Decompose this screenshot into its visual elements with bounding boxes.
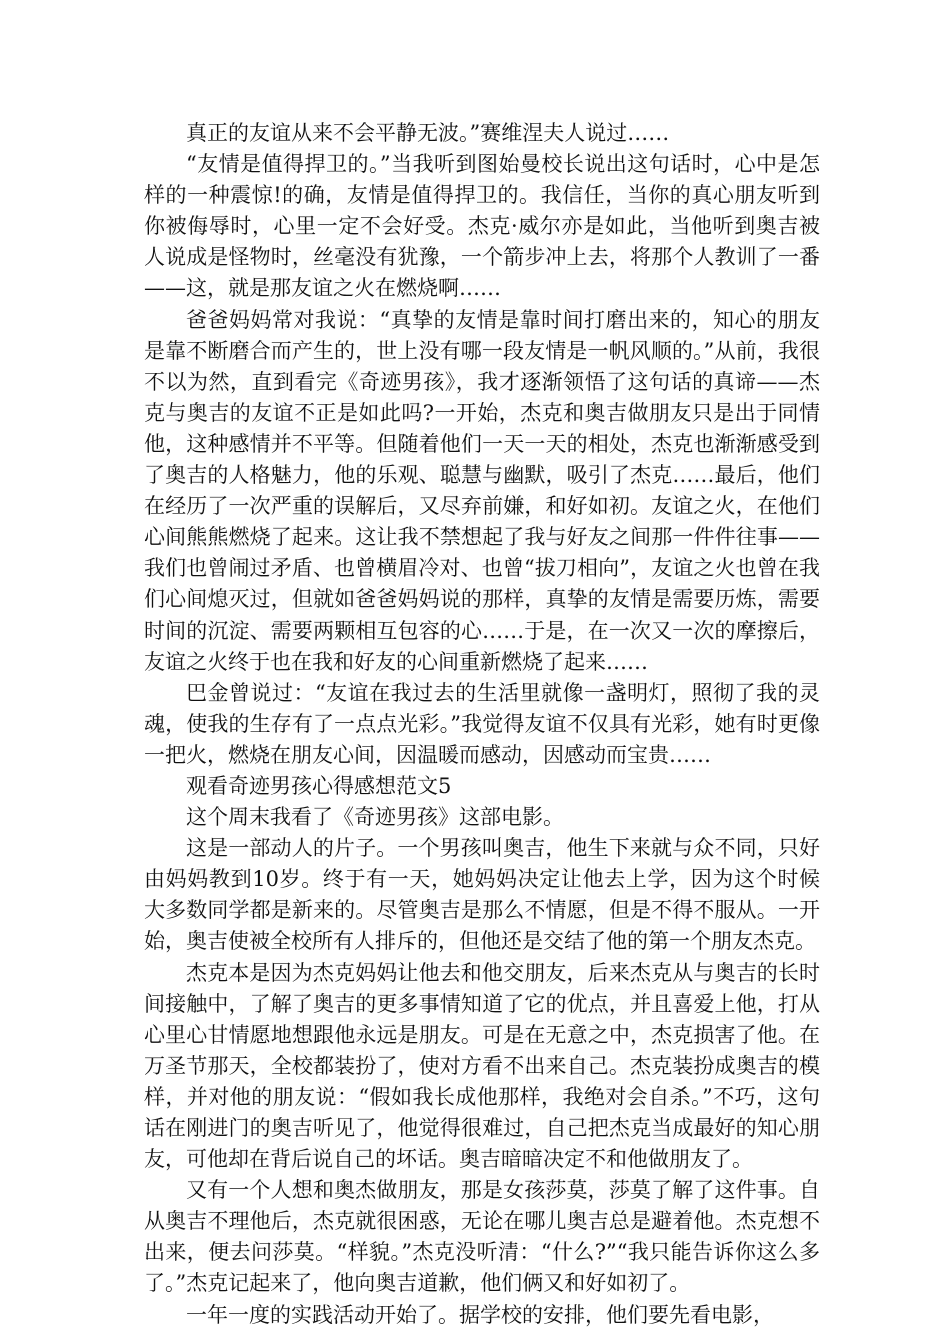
paragraph: 巴金曾说过：“友谊在我过去的生活里就像一盏明灯，照彻了我的灵魂，使我的生存有了一点点光彩。”我觉得友谊不仅具有光彩，她有时更像一把火，燃烧在朋友心间，因温暖而感动，因感动而宝贵…… [144, 680, 820, 767]
paragraph: “友情是值得捍卫的。”当我听到图始曼校长说出这句话时，心中是怎样的一种震惊!的确，友情是值得捍卫的。我信任，当你的真心朋友听到你被侮辱时，心里一定不会好受。杰克·威尔亦是如此，当他听到奥吉被人说成是怪物时，丝毫没有犹豫，一个箭步冲上去，将那个人教训了一番——这，就是那友谊之火在燃烧啊…… [144, 152, 820, 301]
paragraph: 这个周末我看了《奇迹男孩》这部电影。 [186, 805, 564, 830]
paragraph: 真正的友谊从来不会平静无波。”赛维涅夫人说过…… [186, 121, 670, 145]
document-body [144, 118, 820, 1331]
paragraph: 杰克本是因为杰克妈妈让他去和他交朋友，后来杰克从与奥吉的长时间接触中，了解了奥吉的更多事情知道了它的优点，并且喜爱上他，打从心里心甘情愿地想跟他永远是朋友。可是在无意之中，杰克损害了他。在万圣节那天，全校都装扮了，使对方看不出来自己。杰克装扮成奥吉的模样，并对他的朋友说：“假如我长成他那样，我绝对会自杀。”不巧，这句话在刚进门的奥吉听见了，他觉得很难过，自己把杰克当成最好的知心朋友，可他却在背后说自己的坏话。奥吉暗暗决定不和他做朋友了。 [144, 960, 820, 1172]
paragraph: 又有一个人想和奥杰做朋友，那是女孩莎莫，莎莫了解了这件事。自从奥吉不理他后，杰克就很困惑，无论在哪儿奥吉总是避着他。杰克想不出来，便去问莎莫。“样貌。”杰克没听清：“什么?”“我只能告诉你这么多了。”杰克记起来了，他向奥吉道歉，他们俩又和好如初了。 [144, 1178, 820, 1296]
paragraph: 这是一部动人的片子。一个男孩叫奥吉，他生下来就与众不同，只好由妈妈教到10岁。终于有一天，她妈妈决定让他去上学，因为这个时候大多数同学都是新来的。尽管奥吉是那么不情愿，但是不得不服从。一开始，奥吉使被全校所有人排斥的，但他还是交结了他的第一个朋友杰克。 [144, 836, 820, 954]
paragraph: 一年一度的实践活动开始了。据学校的安排，他们要先看电影， [186, 1302, 774, 1327]
paragraph: 爸爸妈妈常对我说：“真挚的友情是靠时间打磨出来的，知心的朋友是靠不断磨合而产生的，世上没有哪一段友情是一帆风顺的。”从前，我很不以为然，直到看完《奇迹男孩》，我才逐渐领悟了这句话的真谛——杰克与奥吉的友谊不正是如此吗?一开始，杰克和奥吉做朋友只是出于同情他，这种感情并不平等。但随着他们一天一天的相处，杰克也渐渐感受到了奥吉的人格魅力，他的乐观、聪慧与幽默，吸引了杰克……最后，他们在经历了一次严重的误解后，又尽弃前嫌，和好如初。友谊之火，在他们心间熊熊燃烧了起来。这让我不禁想起了我与好友之间那一件件往事——我们也曾闹过矛盾、也曾横眉冷对、也曾“拔刀相向”，友谊之火也曾在我们心间熄灭过，但就如爸爸妈妈说的那样，真挚的友情是需要历炼，需要时间的沉淀、需要两颗相互包容的心……于是，在一次又一次的摩擦后，友谊之火终于也在我和好友的心间重新燃烧了起来…… [144, 307, 820, 674]
section-heading: 观看奇迹男孩心得感想范文5 [186, 773, 452, 798]
